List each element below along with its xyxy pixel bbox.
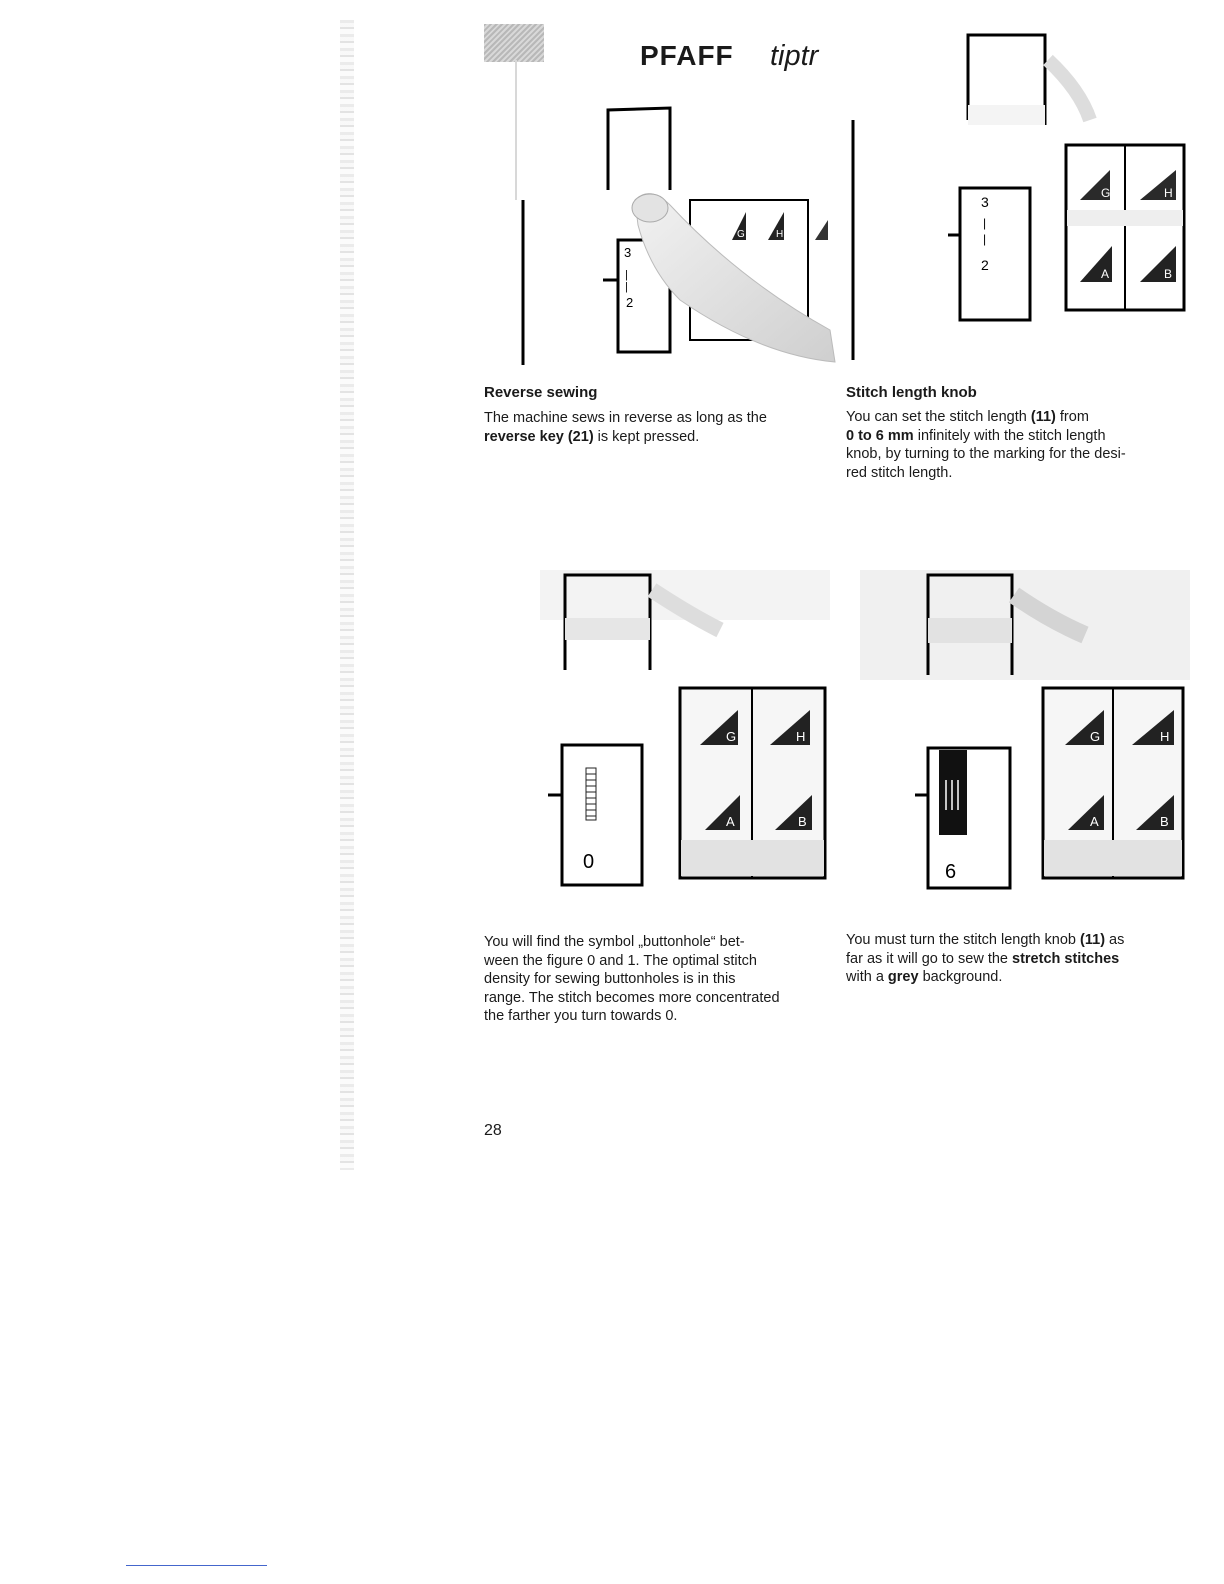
fig4-key-b: B bbox=[1160, 814, 1169, 829]
fig1-scale-bottom: 2 bbox=[626, 295, 634, 310]
fig2-key-a: A bbox=[1101, 267, 1110, 281]
reverse-sewing-illustration bbox=[510, 100, 840, 370]
fig4-key-g: G bbox=[1090, 729, 1101, 744]
stretch-line-1-b: as bbox=[1105, 932, 1125, 948]
stitch-length-illustration bbox=[850, 30, 1195, 365]
fig2-scale-bottom: 2 bbox=[981, 257, 989, 273]
fig2-scale-top: 3 bbox=[981, 194, 989, 210]
stretch-line-2-a: far as it will go to sew the bbox=[846, 950, 1013, 967]
stitch-knob-ref: (11) bbox=[1030, 409, 1056, 425]
fig2-key-h: H bbox=[1164, 186, 1173, 200]
buttonhole-text bbox=[484, 933, 829, 1026]
stitch-line-3: knob, by turning to the marking for the desi- bbox=[846, 446, 1126, 462]
fig1-scale-top: 3 bbox=[624, 245, 632, 260]
fig3-key-a: A bbox=[726, 814, 735, 829]
fig4-key-a: A bbox=[1090, 814, 1099, 829]
fig1-key-h: H bbox=[776, 229, 784, 240]
grey-term: grey bbox=[887, 969, 919, 985]
buttonhole-line-3: density for sewing buttonholes is in this bbox=[484, 971, 736, 987]
stretch-line-3-a: with a bbox=[846, 969, 888, 985]
header-grey-block bbox=[484, 24, 544, 62]
stretch-line-1-a: You must turn the stitch length knob bbox=[846, 932, 1081, 948]
stitch-range: 0 to 6 mm bbox=[846, 427, 914, 444]
buttonhole-line-4: range. The stitch becomes more concentrated bbox=[484, 989, 780, 1006]
footer-rule bbox=[126, 1565, 267, 1566]
brand-logo: PFAFF bbox=[640, 40, 734, 71]
stitch-line-2 bbox=[846, 427, 1191, 446]
reverse-key-ref: reverse key (21) bbox=[484, 428, 594, 445]
stitch-length-heading: Stitch length knob bbox=[846, 384, 977, 401]
reverse-sewing-text bbox=[484, 409, 824, 446]
stretch-line-3-b: background. bbox=[918, 969, 1003, 985]
fig2-key-g: G bbox=[1101, 186, 1111, 200]
binding-edge bbox=[340, 20, 354, 1170]
stitch-length-text bbox=[846, 408, 1191, 482]
stretch-stitch-setting-illustration bbox=[860, 570, 1190, 890]
model-name: tiptr bbox=[770, 40, 819, 72]
reverse-line-2-rest: is kept pressed. bbox=[593, 428, 700, 445]
fig4-scale-value: 6 bbox=[945, 861, 957, 883]
stretch-stitches-term: stretch stitches bbox=[1012, 950, 1120, 967]
stretch-line-3 bbox=[846, 968, 1191, 987]
fig4-key-h: H bbox=[1160, 729, 1170, 744]
fig3-key-h: H bbox=[796, 729, 806, 744]
stitch-line-2-rest: infinitely with the stitch length bbox=[913, 427, 1106, 444]
svg-text:|: | bbox=[625, 269, 628, 281]
fig1-key-g: G bbox=[737, 229, 745, 240]
stitch-line-1-a: You can set the stitch length bbox=[846, 409, 1031, 425]
buttonhole-setting-illustration bbox=[540, 570, 830, 890]
svg-text:|: | bbox=[983, 216, 987, 230]
fig3-scale-value: 0 bbox=[583, 851, 595, 873]
stretch-line-1 bbox=[846, 931, 1191, 950]
page-number: 28 bbox=[484, 1122, 502, 1139]
buttonhole-line-5: the farther you turn towards 0. bbox=[484, 1008, 678, 1024]
stretch-line-2 bbox=[846, 950, 1191, 969]
reverse-sewing-heading: Reverse sewing bbox=[484, 384, 598, 401]
stitch-line-1-b: from bbox=[1055, 409, 1089, 425]
fig3-key-b: B bbox=[798, 814, 807, 829]
fig2-key-b: B bbox=[1164, 267, 1173, 281]
buttonhole-line-2: ween the figure 0 and 1. The optimal stitch bbox=[484, 952, 757, 969]
stitch-line-4: red stitch length. bbox=[846, 464, 953, 481]
stretch-knob-ref: (11) bbox=[1080, 932, 1106, 948]
reverse-line-2 bbox=[484, 428, 824, 447]
stretch-stitch-text bbox=[846, 931, 1191, 987]
svg-text:|: | bbox=[625, 281, 628, 293]
stitch-line-1 bbox=[846, 408, 1191, 427]
svg-text:|: | bbox=[983, 232, 987, 246]
reverse-line-1: The machine sews in reverse as long as the bbox=[484, 410, 767, 426]
buttonhole-line-1: You will find the symbol „buttonhole“ bet- bbox=[484, 934, 745, 950]
fig3-key-g: G bbox=[726, 729, 737, 744]
